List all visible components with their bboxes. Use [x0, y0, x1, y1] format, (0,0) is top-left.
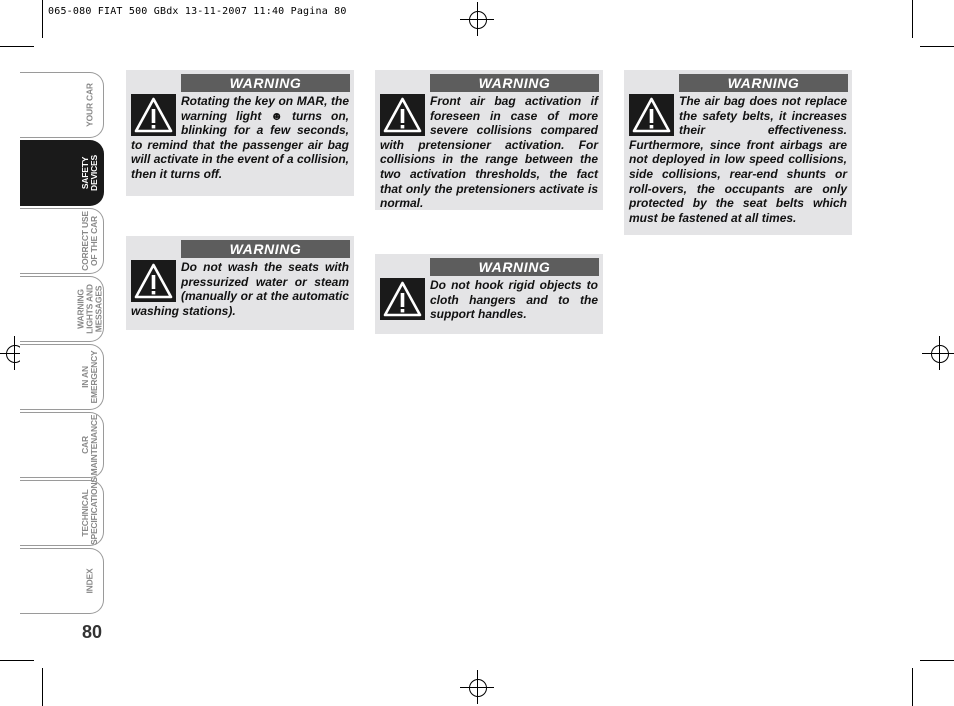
page-number: 80: [82, 622, 103, 642]
warning-text: Rotating the key on MAR, the warning light ☻ turns on, blinking for a few seconds, to remind that the passenger air bag will activate in the event of a collision, then it turns off.: [131, 94, 349, 181]
warning-text: The air bag does not replace the safety belts, it increases their effectiveness. Furthermore, since front airbags are not deployed in low speed collisions, side collisions, rear-end shunts or roll-overs, the occupants are only protected by the seat belts which must be fastened at all times.: [629, 94, 847, 225]
crop-mark: [912, 668, 913, 706]
crop-mark: [42, 668, 43, 706]
warning-text: Front air bag activation if foreseen in case of more severe collisions compared with pretensioner activation. For collisions in the range between the two activation thresholds, the fact that only the pretensioners activate is normal.: [380, 94, 598, 211]
tab-correct-use[interactable]: [20, 208, 104, 274]
registration-mark-right: [922, 336, 954, 370]
registration-mark-top: [460, 2, 494, 36]
warning-triangle-icon: [131, 94, 176, 136]
tab-label: CORRECT USE OF THE CAR: [80, 211, 99, 271]
print-header: 065-080 FIAT 500 GBdx 13-11-2007 11:40 Pagina 80: [48, 6, 347, 17]
warning-heading: WARNING: [181, 240, 350, 258]
warning-triangle-icon: [380, 278, 425, 320]
tab-emergency[interactable]: [20, 344, 104, 410]
chapter-tabs: [20, 72, 106, 616]
tab-label: TECHNICAL SPECIFICATIONS: [80, 477, 99, 545]
warning-box: [375, 254, 603, 334]
warning-heading: WARNING: [430, 258, 599, 276]
crop-mark: [0, 660, 34, 661]
tab-technical-specs[interactable]: [20, 477, 104, 546]
crop-mark: [0, 46, 34, 47]
warning-heading: WARNING: [679, 74, 848, 92]
tab-label: SAFETY DEVICES: [80, 155, 99, 191]
warning-box: [126, 70, 354, 196]
warning-box: [375, 70, 603, 210]
tab-label: CAR MAINTENANCE: [80, 414, 99, 476]
tab-label: WARNING LIGHTS AND MESSAGES: [75, 284, 104, 334]
warning-heading: WARNING: [181, 74, 350, 92]
warning-triangle-icon: [131, 260, 176, 302]
warning-triangle-icon: [629, 94, 674, 136]
tab-maintenance[interactable]: [20, 412, 104, 478]
crop-mark: [912, 0, 913, 38]
crop-mark: [920, 46, 954, 47]
warning-text: Do not wash the seats with pressurized water or steam (manually or at the automatic washing stations).: [131, 260, 349, 318]
crop-mark: [920, 660, 954, 661]
tab-label: IN AN EMERGENCY: [80, 350, 99, 404]
crop-mark: [42, 0, 43, 38]
warning-text: Do not hook rigid objects to cloth hangers and to the support handles.: [430, 278, 598, 322]
warning-box: [126, 236, 354, 330]
tab-index[interactable]: [20, 548, 104, 614]
warning-box: [624, 70, 852, 235]
tab-safety-devices[interactable]: [20, 140, 104, 206]
warning-triangle-icon: [380, 94, 425, 136]
registration-mark-bottom: [460, 670, 494, 704]
tab-label: INDEX: [84, 568, 95, 594]
tab-warning-lights[interactable]: [20, 276, 104, 342]
warning-heading: WARNING: [430, 74, 599, 92]
tab-your-car[interactable]: [20, 72, 104, 138]
tab-label: YOUR CAR: [84, 83, 95, 127]
